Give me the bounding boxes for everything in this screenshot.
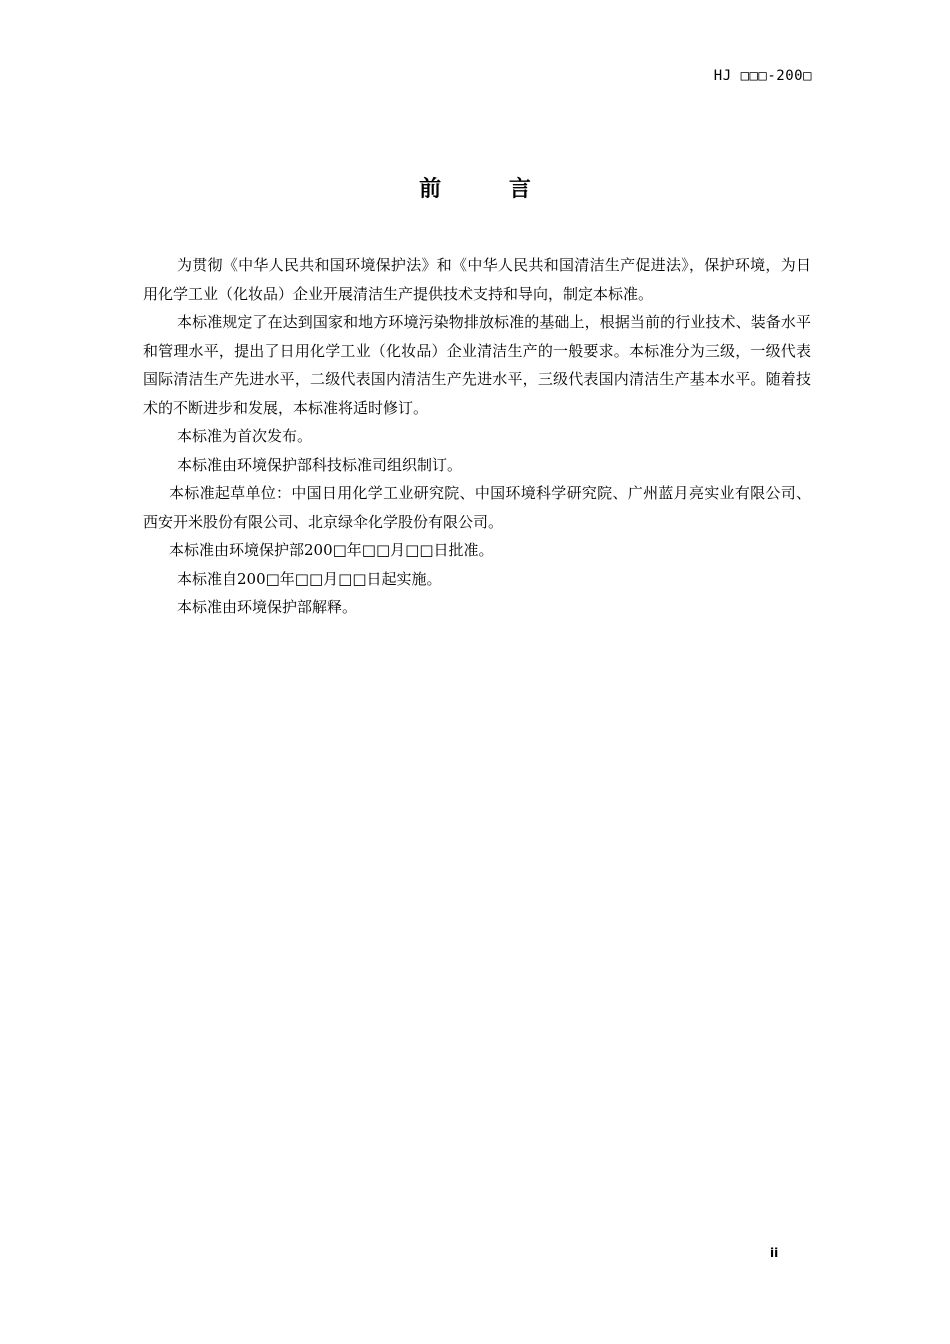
standard-code-header: HJ □□□-200□	[713, 68, 812, 84]
paragraph-drafting-units: 本标准起草单位：中国日用化学工业研究院、中国环境科学研究院、广州蓝月亮实业有限公司、西安开米股份有限公司、北京绿伞化学股份有限公司。	[143, 484, 811, 531]
paragraph-approval-date: 本标准由环境保护部200□年□□月□□日批准。	[169, 541, 494, 559]
page-title: 前 言	[419, 177, 561, 202]
paragraph-organizer: 本标准由环境保护部科技标准司组织制订。	[177, 455, 463, 474]
paragraph-first-release: 本标准为首次发布。	[177, 427, 313, 445]
paragraph-interpretation: 本标准由环境保护部解释。	[177, 598, 358, 616]
foreword-body	[143, 251, 811, 622]
paragraph-purpose: 为贯彻《中华人民共和国环境保护法》和《中华人民共和国清洁生产促进法》，保护环境，为日用化学工业（化妆品）企业开展清洁生产提供技术支持和导向，制定本标准。	[143, 256, 811, 303]
page-number: ii	[770, 1246, 779, 1260]
paragraph-effective-date: 本标准自200□年□□月□□日起实施。	[177, 569, 442, 588]
paragraph-scope: 本标准规定了在达到国家和地方环境污染物排放标准的基础上，根据当前的行业技术、装备水平和管理水平，提出了日用化学工业（化妆品）企业清洁生产的一般要求。本标准分为三级，一级代表国际清洁生产先进水平，二级代表国内清洁生产先进水平，三级代表国内清洁生产基本水平。随着技术的不断进步和发展，本标准将适时修订。	[143, 313, 811, 417]
